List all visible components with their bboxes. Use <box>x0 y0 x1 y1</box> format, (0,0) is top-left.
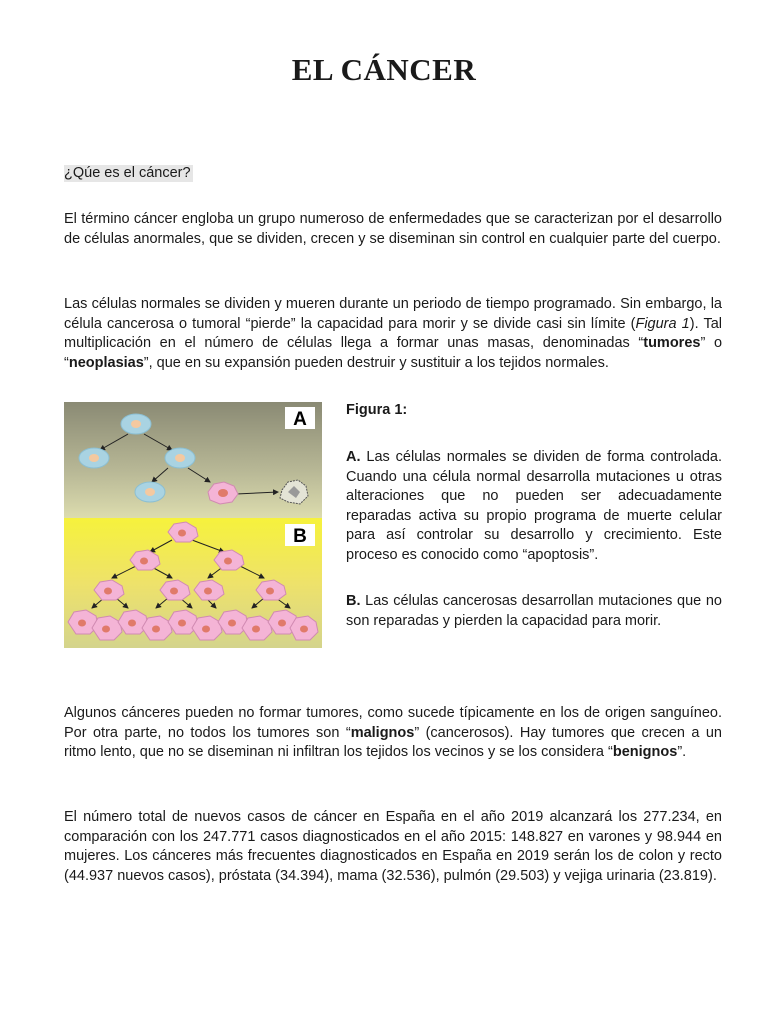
caption-letter-a: A. <box>346 449 361 465</box>
mutated-cell <box>208 482 238 504</box>
paragraph-cell-division <box>64 295 722 373</box>
text-span: ). Tal multiplicación en el número de células llega a formar unas masas, denominadas “ <box>64 315 722 351</box>
paragraph-definition: El término cáncer engloba un grupo numeroso de enfermedades que se caracterizan por el desarrollo de células anormales, que se dividen, crecen y se diseminan sin control en cualquier parte del cuerpo. <box>64 211 722 247</box>
caption-letter-b: B. <box>346 593 361 609</box>
section-heading: ¿Qúe es el cáncer? <box>64 165 191 181</box>
label-a: A <box>293 409 307 430</box>
figure-label: Figura 1: <box>346 402 408 418</box>
label-b: B <box>293 526 307 547</box>
figure-caption-title <box>346 401 722 421</box>
paragraph-tumor-types <box>64 704 722 763</box>
text-span: ” (cancerosos). Hay tumores que crecen a un ritmo lento, que no se diseminan ni infiltran los tejidos los vecinos y se los considera “ <box>64 724 722 760</box>
caption-text-b: Las células cancerosas desarrollan mutaciones que no son reparadas y pierden la capacidad para morir. <box>346 593 722 629</box>
text-span: ” o “ <box>64 335 723 371</box>
term-malignos: malignos <box>350 724 415 741</box>
text-span: ”. <box>677 744 687 760</box>
page-title: EL CÁNCER <box>291 52 477 87</box>
caption-text-a: Las células normales se dividen de forma controlada. Cuando una célula normal desarrolla mutaciones u otras alteraciones que no pueden ser adecuadamente reparadas activa su propio programa de muerte celular para así controlar su desarrollo y crecimiento. Este proceso es conocido como “apoptosis”. <box>346 449 722 563</box>
text-span: Algunos cánceres pueden no formar tumores, como sucede típicamente en los de origen sanguíneo. Por otra parte, no todos los tumores son “ <box>64 705 722 741</box>
term-tumores: tumores <box>643 335 701 351</box>
cell-division-figure <box>64 402 322 648</box>
figure-caption-b <box>346 592 722 631</box>
term-neoplasias: neoplasias <box>68 354 144 371</box>
figure-caption-a <box>346 448 722 565</box>
text-span: ”, que en su expansión pueden destruir y sustituir a los tejidos normales. <box>143 354 609 371</box>
paragraph-statistics: El número total de nuevos casos de cáncer en España en el año 2019 alcanzará los 277.234, en comparación con los 247.771 casos diagnosticados en el año 2015: 148.827 en varones y 98.944 en mujeres. Los cánceres más frecuentes diagnosticados en España en 2019 serán los de colon y recto (44.937 nuevos casos), próstata (34.394), mama (32.536), pulmón (29.503) y vejiga urinaria (23.819). <box>64 809 722 884</box>
term-benignos: benignos <box>612 744 678 760</box>
figure-reference: Figura 1 <box>635 315 690 332</box>
text-span: Las células normales se dividen y mueren durante un periodo de tiempo programado. Sin embargo, la célula cancerosa o tumoral “pierde” la capacidad para morir y se divide casi sin límite ( <box>64 296 722 332</box>
